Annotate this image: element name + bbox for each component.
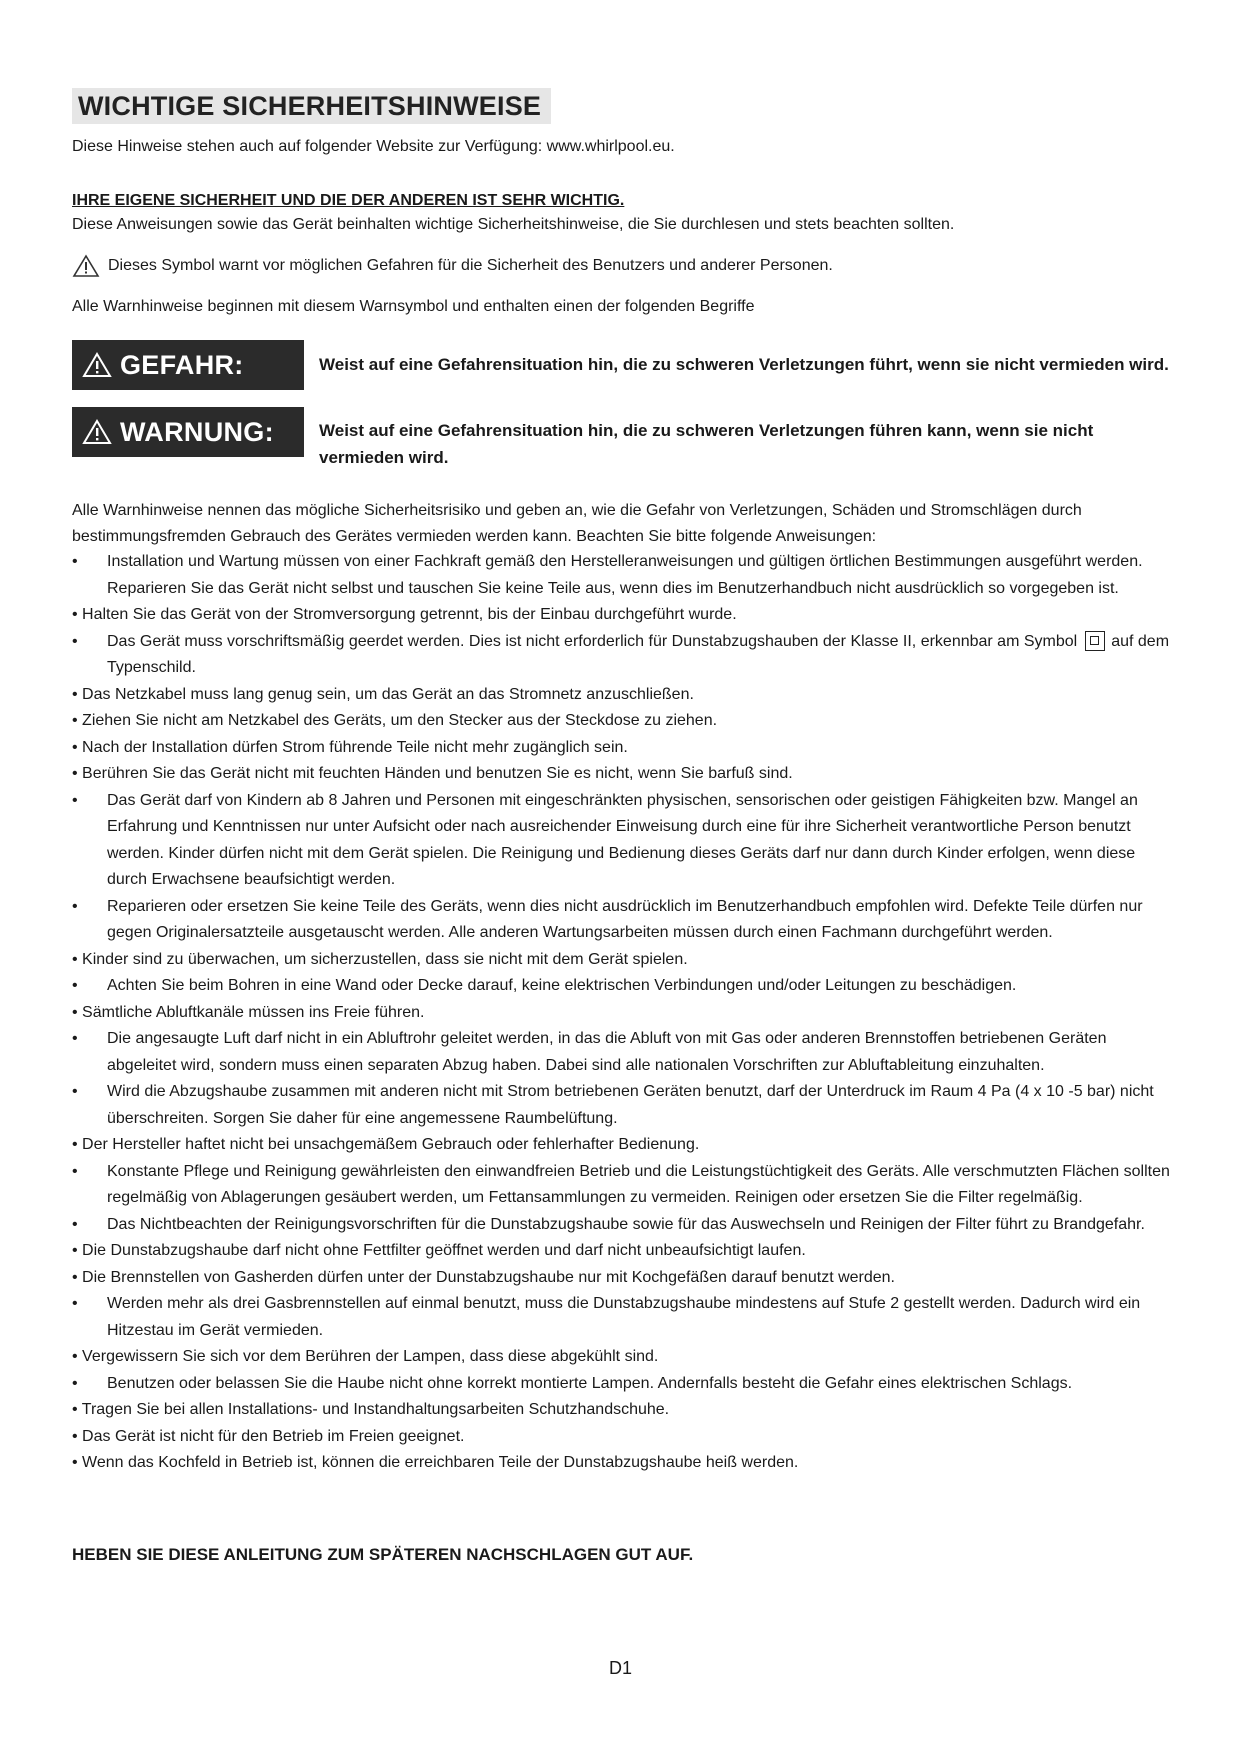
keep-instructions-note: HEBEN SIE DIESE ANLEITUNG ZUM SPÄTEREN NACHSCHLAGEN GUT AUF. — [72, 1545, 694, 1564]
list-item: • Reparieren oder ersetzen Sie keine Teile des Geräts, wenn dies nicht ausdrücklich im Benutzerhandbuch empfohlen wird. Defekte Teile dürfen nur gegen Originalersatzteile ausgetauscht werden. Alle anderen Wartungsarbeiten müssen durch einen Fachmann durchgeführt werden. — [72, 894, 1172, 947]
list-item: • Die Dunstabzugshaube darf nicht ohne Fettfilter geöffnet werden und darf nicht unbeaufsichtigt laufen. — [72, 1238, 1172, 1265]
all-warnings-line: Alle Warnhinweise beginnen mit diesem Warnsymbol und enthalten einen der folgenden Begriffe — [72, 298, 755, 315]
list-item: • Sämtliche Abluftkanäle müssen ins Freie führen. — [72, 1000, 1172, 1027]
warning-word: WARNUNG: — [120, 416, 274, 447]
page-number: D1 — [608, 1658, 632, 1678]
list-item: • Installation und Wartung müssen von einer Fachkraft gemäß den Herstelleranweisungen und gültigen örtlichen Bestimmungen ausgeführt werden. Reparieren Sie das Gerät nicht selbst und tauschen Sie keine Teile aus, wenn dies im Benutzerhandbuch nicht ausdrücklich so vorgegeben ist. — [72, 549, 1172, 602]
warning-label-box — [72, 407, 304, 457]
list-item: • Ziehen Sie nicht am Netzkabel des Geräts, um den Stecker aus der Steckdose zu ziehen. — [72, 708, 1172, 735]
safety-instructions-list — [72, 549, 1172, 1477]
title-box — [72, 88, 551, 124]
list-item: • Nach der Installation dürfen Strom führende Teile nicht mehr zugänglich sein. — [72, 735, 1172, 762]
intro-paragraph: Alle Warnhinweise nennen das mögliche Sicherheitsrisiko und geben an, wie die Gefahr von Verletzungen, Schäden und Stromschlägen durch bestimmungsfremden Gebrauch des Gerätes vermieden werden kann. Beachten Sie bitte folgende Anweisungen: — [72, 502, 1082, 545]
list-item: • Wird die Abzugshaube zusammen mit anderen nicht mit Strom betriebenen Geräten benutzt, darf der Unterdruck im Raum 4 Pa (4 x 10 -5 bar) nicht überschreiten. Sorgen Sie daher für eine angemessene Raumbelüftung. — [72, 1079, 1172, 1132]
page-title: WICHTIGE SICHERHEITSHINWEISE — [78, 90, 542, 121]
list-item: • Benutzen oder belassen Sie die Haube nicht ohne korrekt montierte Lampen. Andernfalls besteht die Gefahr eines elektrischen Schlags. — [72, 1371, 1172, 1398]
list-item: • Das Nichtbeachten der Reinigungsvorschriften für die Dunstabzugshaube sowie für das Auswechseln und Reinigen der Filter führt zu Brandgefahr. — [72, 1212, 1172, 1239]
list-item: • Werden mehr als drei Gasbrennstellen auf einmal benutzt, muss die Dunstabzugshaube mindestens auf Stufe 2 gestellt werden. Dadurch wird ein Hitzestau im Gerät vermieden. — [72, 1291, 1172, 1344]
danger-word: GEFAHR: — [120, 349, 244, 380]
list-item: • Berühren Sie das Gerät nicht mit feuchten Händen und benutzen Sie es nicht, wenn Sie barfuß sind. — [72, 761, 1172, 788]
warning-triangle-icon — [82, 352, 112, 378]
list-item: • Der Hersteller haftet nicht bei unsachgemäßem Gebrauch oder fehlerhafter Bedienung. — [72, 1132, 1172, 1159]
danger-description: Weist auf eine Gefahrensituation hin, die zu schweren Verletzungen führt, wenn sie nicht vermieden wird. — [319, 355, 1169, 374]
list-item: • Konstante Pflege und Reinigung gewährleisten den einwandfreien Betrieb und die Leistungstüchtigkeit des Geräts. Alle verschmutzten Flächen sollten regelmäßig von Ablagerungen gesäubert werden, um Fettansammlungen zu vermeiden. Reinigen oder ersetzen Sie die Filter regelmäßig. — [72, 1159, 1172, 1212]
list-item: • Kinder sind zu überwachen, um sicherzustellen, dass sie nicht mit dem Gerät spielen. — [72, 947, 1172, 974]
symbol-line: Dieses Symbol warnt vor möglichen Gefahren für die Sicherheit des Benutzers und anderer Personen. — [108, 257, 833, 274]
warning-triangle-icon — [82, 419, 112, 445]
list-item: • Das Gerät ist nicht für den Betrieb im Freien geeignet. — [72, 1424, 1172, 1451]
class-ii-symbol-icon — [1085, 631, 1105, 651]
list-item: • Wenn das Kochfeld in Betrieb ist, können die erreichbaren Teile der Dunstabzugshaube heiß werden. — [72, 1450, 1172, 1477]
website-line: Diese Hinweise stehen auch auf folgender Website zur Verfügung: www.whirlpool.eu. — [72, 138, 675, 155]
safety-heading: IHRE EIGENE SICHERHEIT UND DIE DER ANDEREN IST SEHR WICHTIG. — [72, 192, 625, 209]
symbol-explanation — [72, 254, 833, 278]
list-item: • Das Gerät muss vorschriftsmäßig geerdet werden. Dies ist nicht erforderlich für Dunstabzugshauben der Klasse II, erkennbar am Symbol auf dem Typenschild. — [72, 629, 1172, 682]
list-item: • Vergewissern Sie sich vor dem Berühren der Lampen, dass diese abgekühlt sind. — [72, 1344, 1172, 1371]
danger-label-box — [72, 340, 304, 390]
list-item: • Tragen Sie bei allen Installations- und Instandhaltungsarbeiten Schutzhandschuhe. — [72, 1397, 1172, 1424]
list-item: • Achten Sie beim Bohren in eine Wand oder Decke darauf, keine elektrischen Verbindungen und/oder Leitungen zu beschädigen. — [72, 973, 1172, 1000]
list-item: • Das Netzkabel muss lang genug sein, um das Gerät an das Stromnetz anzuschließen. — [72, 682, 1172, 709]
list-item: • Das Gerät darf von Kindern ab 8 Jahren und Personen mit eingeschränkten physischen, sensorischen oder geistigen Fähigkeiten bzw. Mangel an Erfahrung und Kenntnissen nur unter Aufsicht oder nach ausreichender Einweisung durch eine für ihre Sicherheit verantwortliche Person benutzt werden. Kinder dürfen nicht mit dem Gerät spielen. Die Reinigung und Bedienung dieses Geräts darf nur dann durch Kinder erfolgen, wenn diese durch Erwachsene beaufsichtigt werden. — [72, 788, 1172, 894]
instructions-line: Diese Anweisungen sowie das Gerät beinhalten wichtige Sicherheitshinweise, die Sie durchlesen und stets beachten sollten. — [72, 216, 955, 233]
warning-description: Weist auf eine Gefahrensituation hin, die zu schweren Verletzungen führen kann, wenn sie nicht vermieden wird. — [319, 421, 1094, 467]
list-item: • Halten Sie das Gerät von der Stromversorgung getrennt, bis der Einbau durchgeführt wurde. — [72, 602, 1172, 629]
list-item: • Die Brennstellen von Gasherden dürfen unter der Dunstabzugshaube nur mit Kochgefäßen darauf benutzt werden. — [72, 1265, 1172, 1292]
list-item: • Die angesaugte Luft darf nicht in ein Abluftrohr geleitet werden, in das die Abluft von mit Gas oder anderen Brennstoffen betriebenen Geräten abgeleitet wird, sondern muss einen separaten Abzug haben. Dabei sind alle nationalen Vorschriften zur Abluftableitung einzuhalten. — [72, 1026, 1172, 1079]
warning-triangle-icon — [72, 254, 100, 278]
